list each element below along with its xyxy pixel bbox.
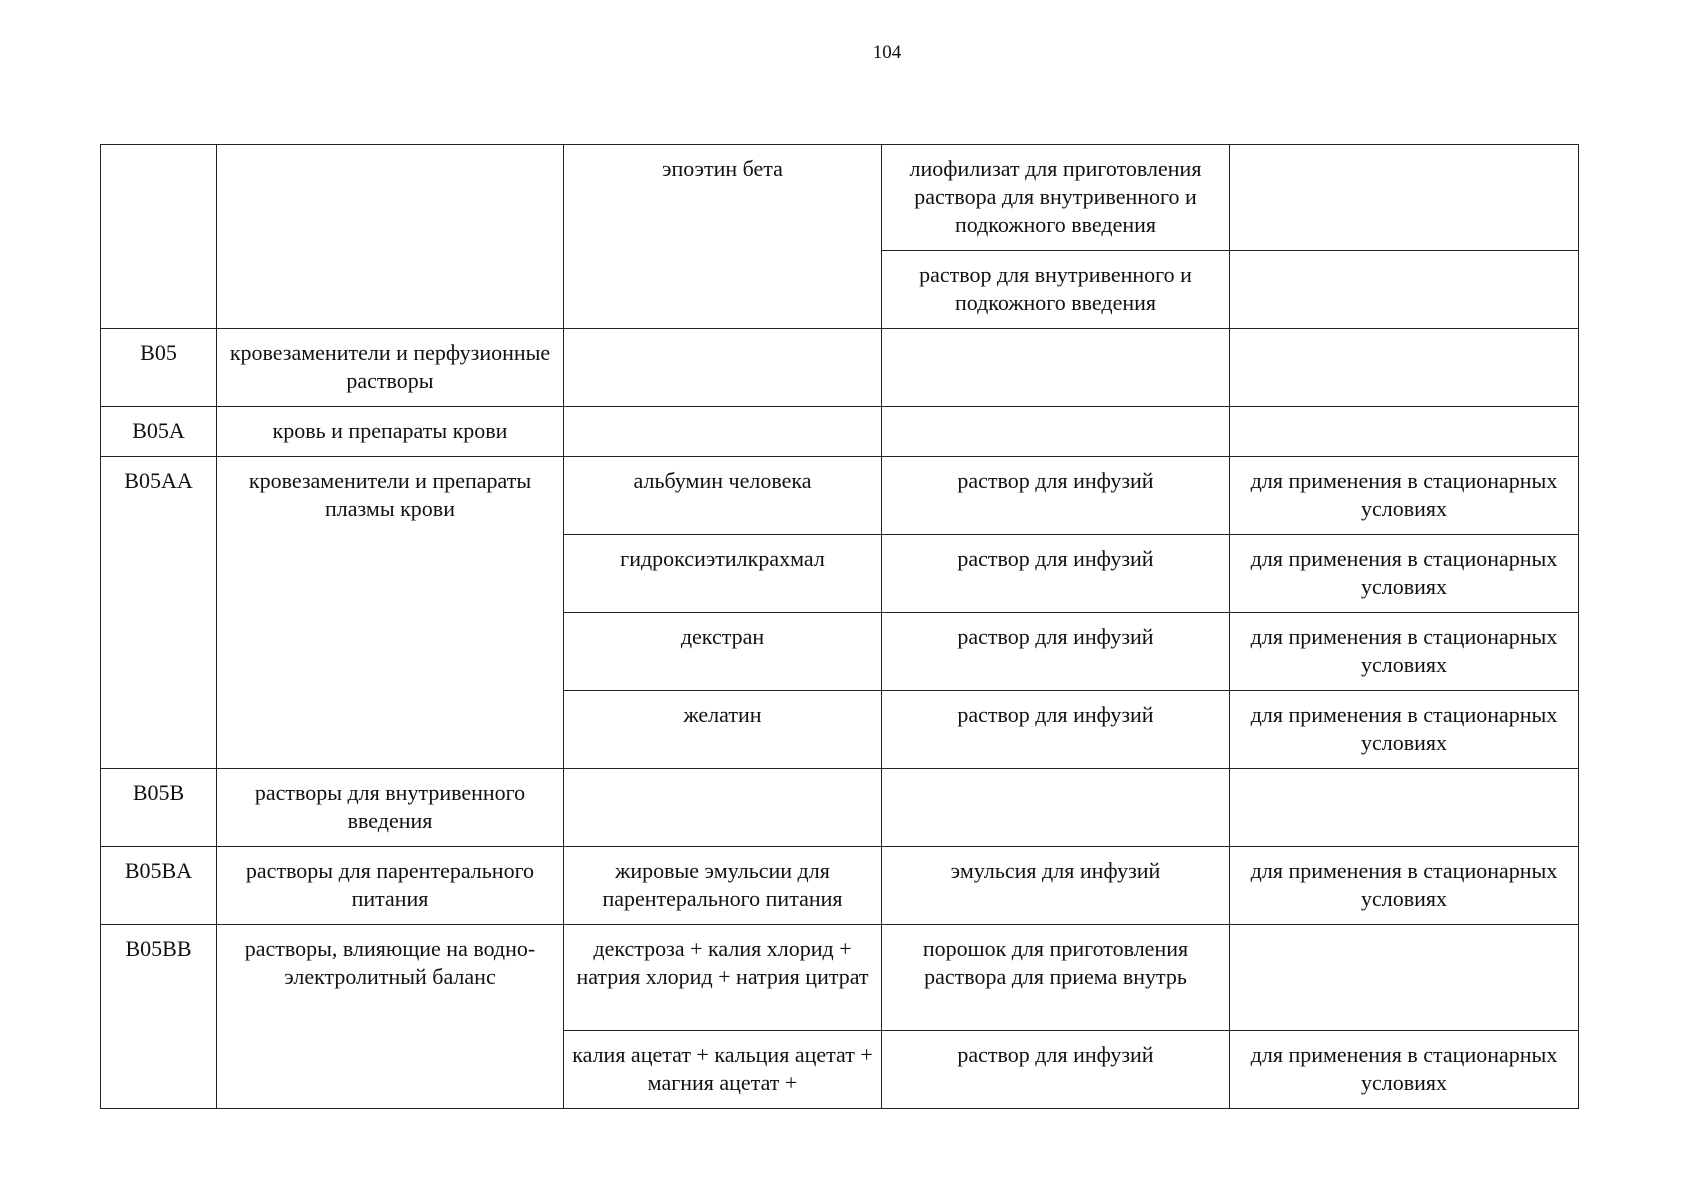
dosage-form-cell: раствор для инфузий: [882, 535, 1230, 613]
note-cell: [1230, 925, 1579, 1031]
dosage-form-cell: [882, 329, 1230, 407]
table-row: [101, 407, 1579, 457]
table-row: [101, 329, 1579, 407]
drug-list-table: [100, 144, 1579, 1109]
note-cell: для применения в стационарных условиях: [1230, 691, 1579, 769]
atc-code-cell: B05A: [101, 407, 217, 457]
atc-name-cell: растворы для парентерального питания: [217, 847, 564, 925]
dosage-form-cell: порошок для приготовления раствора для приема внутрь: [882, 925, 1230, 1031]
note-cell: [1230, 769, 1579, 847]
note-cell: для применения в стационарных условиях: [1230, 535, 1579, 613]
inn-cell: [564, 407, 882, 457]
atc-name-cell: растворы для внутривенного введения: [217, 769, 564, 847]
atc-code-cell: B05BB: [101, 925, 217, 1109]
atc-name-cell: кровезаменители и препараты плазмы крови: [217, 457, 564, 769]
inn-cell: [564, 769, 882, 847]
note-cell: [1230, 407, 1579, 457]
atc-code-cell: B05: [101, 329, 217, 407]
inn-cell: [564, 329, 882, 407]
note-cell: для применения в стационарных условиях: [1230, 613, 1579, 691]
table-row: [101, 925, 1579, 1031]
atc-name-cell: растворы, влияющие на водно-электролитный баланс: [217, 925, 564, 1109]
note-cell: [1230, 329, 1579, 407]
inn-cell: декстран: [564, 613, 882, 691]
inn-cell: декстроза + калия хлорид + натрия хлорид + натрия цитрат: [564, 925, 882, 1031]
atc-name-cell: кровезаменители и перфузионные растворы: [217, 329, 564, 407]
dosage-form-cell: [882, 769, 1230, 847]
table-row: [101, 847, 1579, 925]
dosage-form-cell: раствор для инфузий: [882, 691, 1230, 769]
inn-cell: гидроксиэтилкрахмал: [564, 535, 882, 613]
dosage-form-cell: лиофилизат для приготовления раствора для внутривенного и подкожного введения: [882, 145, 1230, 251]
dosage-form-cell: [882, 407, 1230, 457]
atc-name-cell: [217, 145, 564, 329]
table-row: [101, 769, 1579, 847]
inn-cell: эпоэтин бета: [564, 145, 882, 329]
note-cell: для применения в стационарных условиях: [1230, 847, 1579, 925]
atc-code-cell: B05BA: [101, 847, 217, 925]
atc-code-cell: [101, 145, 217, 329]
atc-code-cell: B05B: [101, 769, 217, 847]
note-cell: [1230, 251, 1579, 329]
atc-name-cell: кровь и препараты крови: [217, 407, 564, 457]
inn-cell: жировые эмульсии для парентерального питания: [564, 847, 882, 925]
dosage-form-cell: раствор для инфузий: [882, 613, 1230, 691]
table-row: [101, 145, 1579, 251]
dosage-form-cell: раствор для инфузий: [882, 1031, 1230, 1109]
page-number: 104: [872, 42, 902, 63]
inn-cell: желатин: [564, 691, 882, 769]
note-cell: для применения в стационарных условиях: [1230, 457, 1579, 535]
atc-code-cell: B05AA: [101, 457, 217, 769]
dosage-form-cell: раствор для инфузий: [882, 457, 1230, 535]
inn-cell: альбумин человека: [564, 457, 882, 535]
note-cell: [1230, 145, 1579, 251]
dosage-form-cell: эмульсия для инфузий: [882, 847, 1230, 925]
table-row: [101, 457, 1579, 535]
dosage-form-cell: раствор для внутривенного и подкожного введения: [882, 251, 1230, 329]
note-cell: для применения в стационарных условиях: [1230, 1031, 1579, 1109]
inn-cell: калия ацетат + кальция ацетат + магния ацетат +: [564, 1031, 882, 1109]
